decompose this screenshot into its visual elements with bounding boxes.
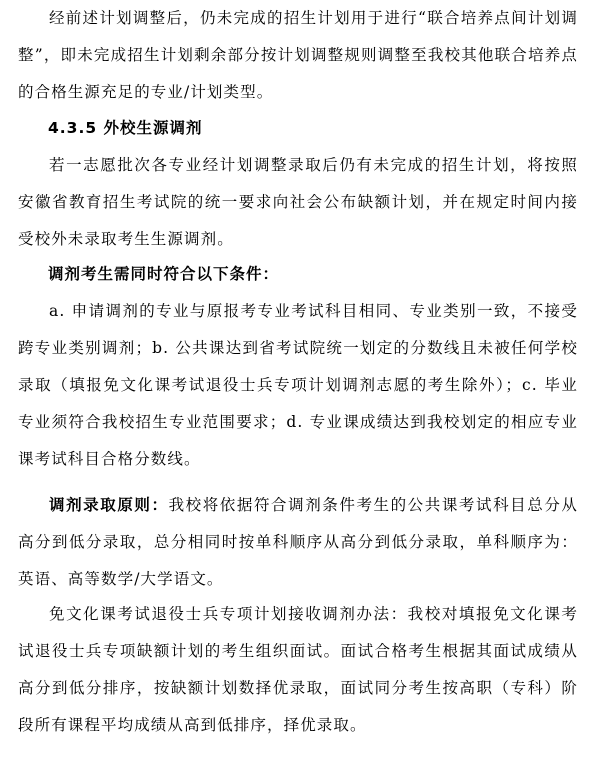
paragraph-plan-adjustment: 经前述计划调整后，仍未完成的招生计划用于进行“联合培养点间计划调整”，即未完成招生计划剩余部分按计划调整规则调整至我校其他联合培养点的合格生源充足的专业/计划类型。 (18, 9, 578, 101)
paragraph-external-adjustment: 若一志愿批次各专业经计划调整录取后仍有未完成的招生计划，将按照安徽省教育招生考试院的统一要求向社会公布缺额计划，并在规定时间内接受校外未录取考生生源调剂。 (18, 156, 578, 248)
section-heading-external-adjustment: 4.3.5 外校生源调剂 (48, 119, 203, 137)
paragraph-veterans-adjustment: 免文化课考试退役士兵专项计划接收调剂办法：我校对填报免文化课考试退役士兵专项缺额计划的考生组织面试。面试合格考生根据其面试成绩从高分到低分排序，按缺额计划数择优录取，面试同分考生按高职（专科）阶段所有课程平均成绩从高到低排序，择优录取。 (18, 605, 578, 734)
conditions-heading: 调剂考生需同时符合以下条件： (48, 265, 280, 283)
paragraph-admission-principle (18, 487, 578, 598)
principle-text: 我校将依据符合调剂条件考生的公共课考试科目总分从高分到低分录取，总分相同时按单科顺序从高分到低分录取，单科顺序为：英语、高等数学/大学语文。 (18, 496, 578, 588)
principle-label: 调剂录取原则： (49, 496, 169, 514)
paragraph-conditions: a. 申请调剂的专业与原报考专业考试科目相同、专业类别一致，不接受跨专业类别调剂；b. 公共课达到省考试院统一划定的分数线且未被任何学校录取（填报免文化课考试退役士兵专项计划调剂志愿的考生除外）；c. 毕业专业须符合我校招生专业范围要求；d. 专业课成绩达到我校划定的相应专业课考试科目合格分数线。 (18, 302, 578, 468)
